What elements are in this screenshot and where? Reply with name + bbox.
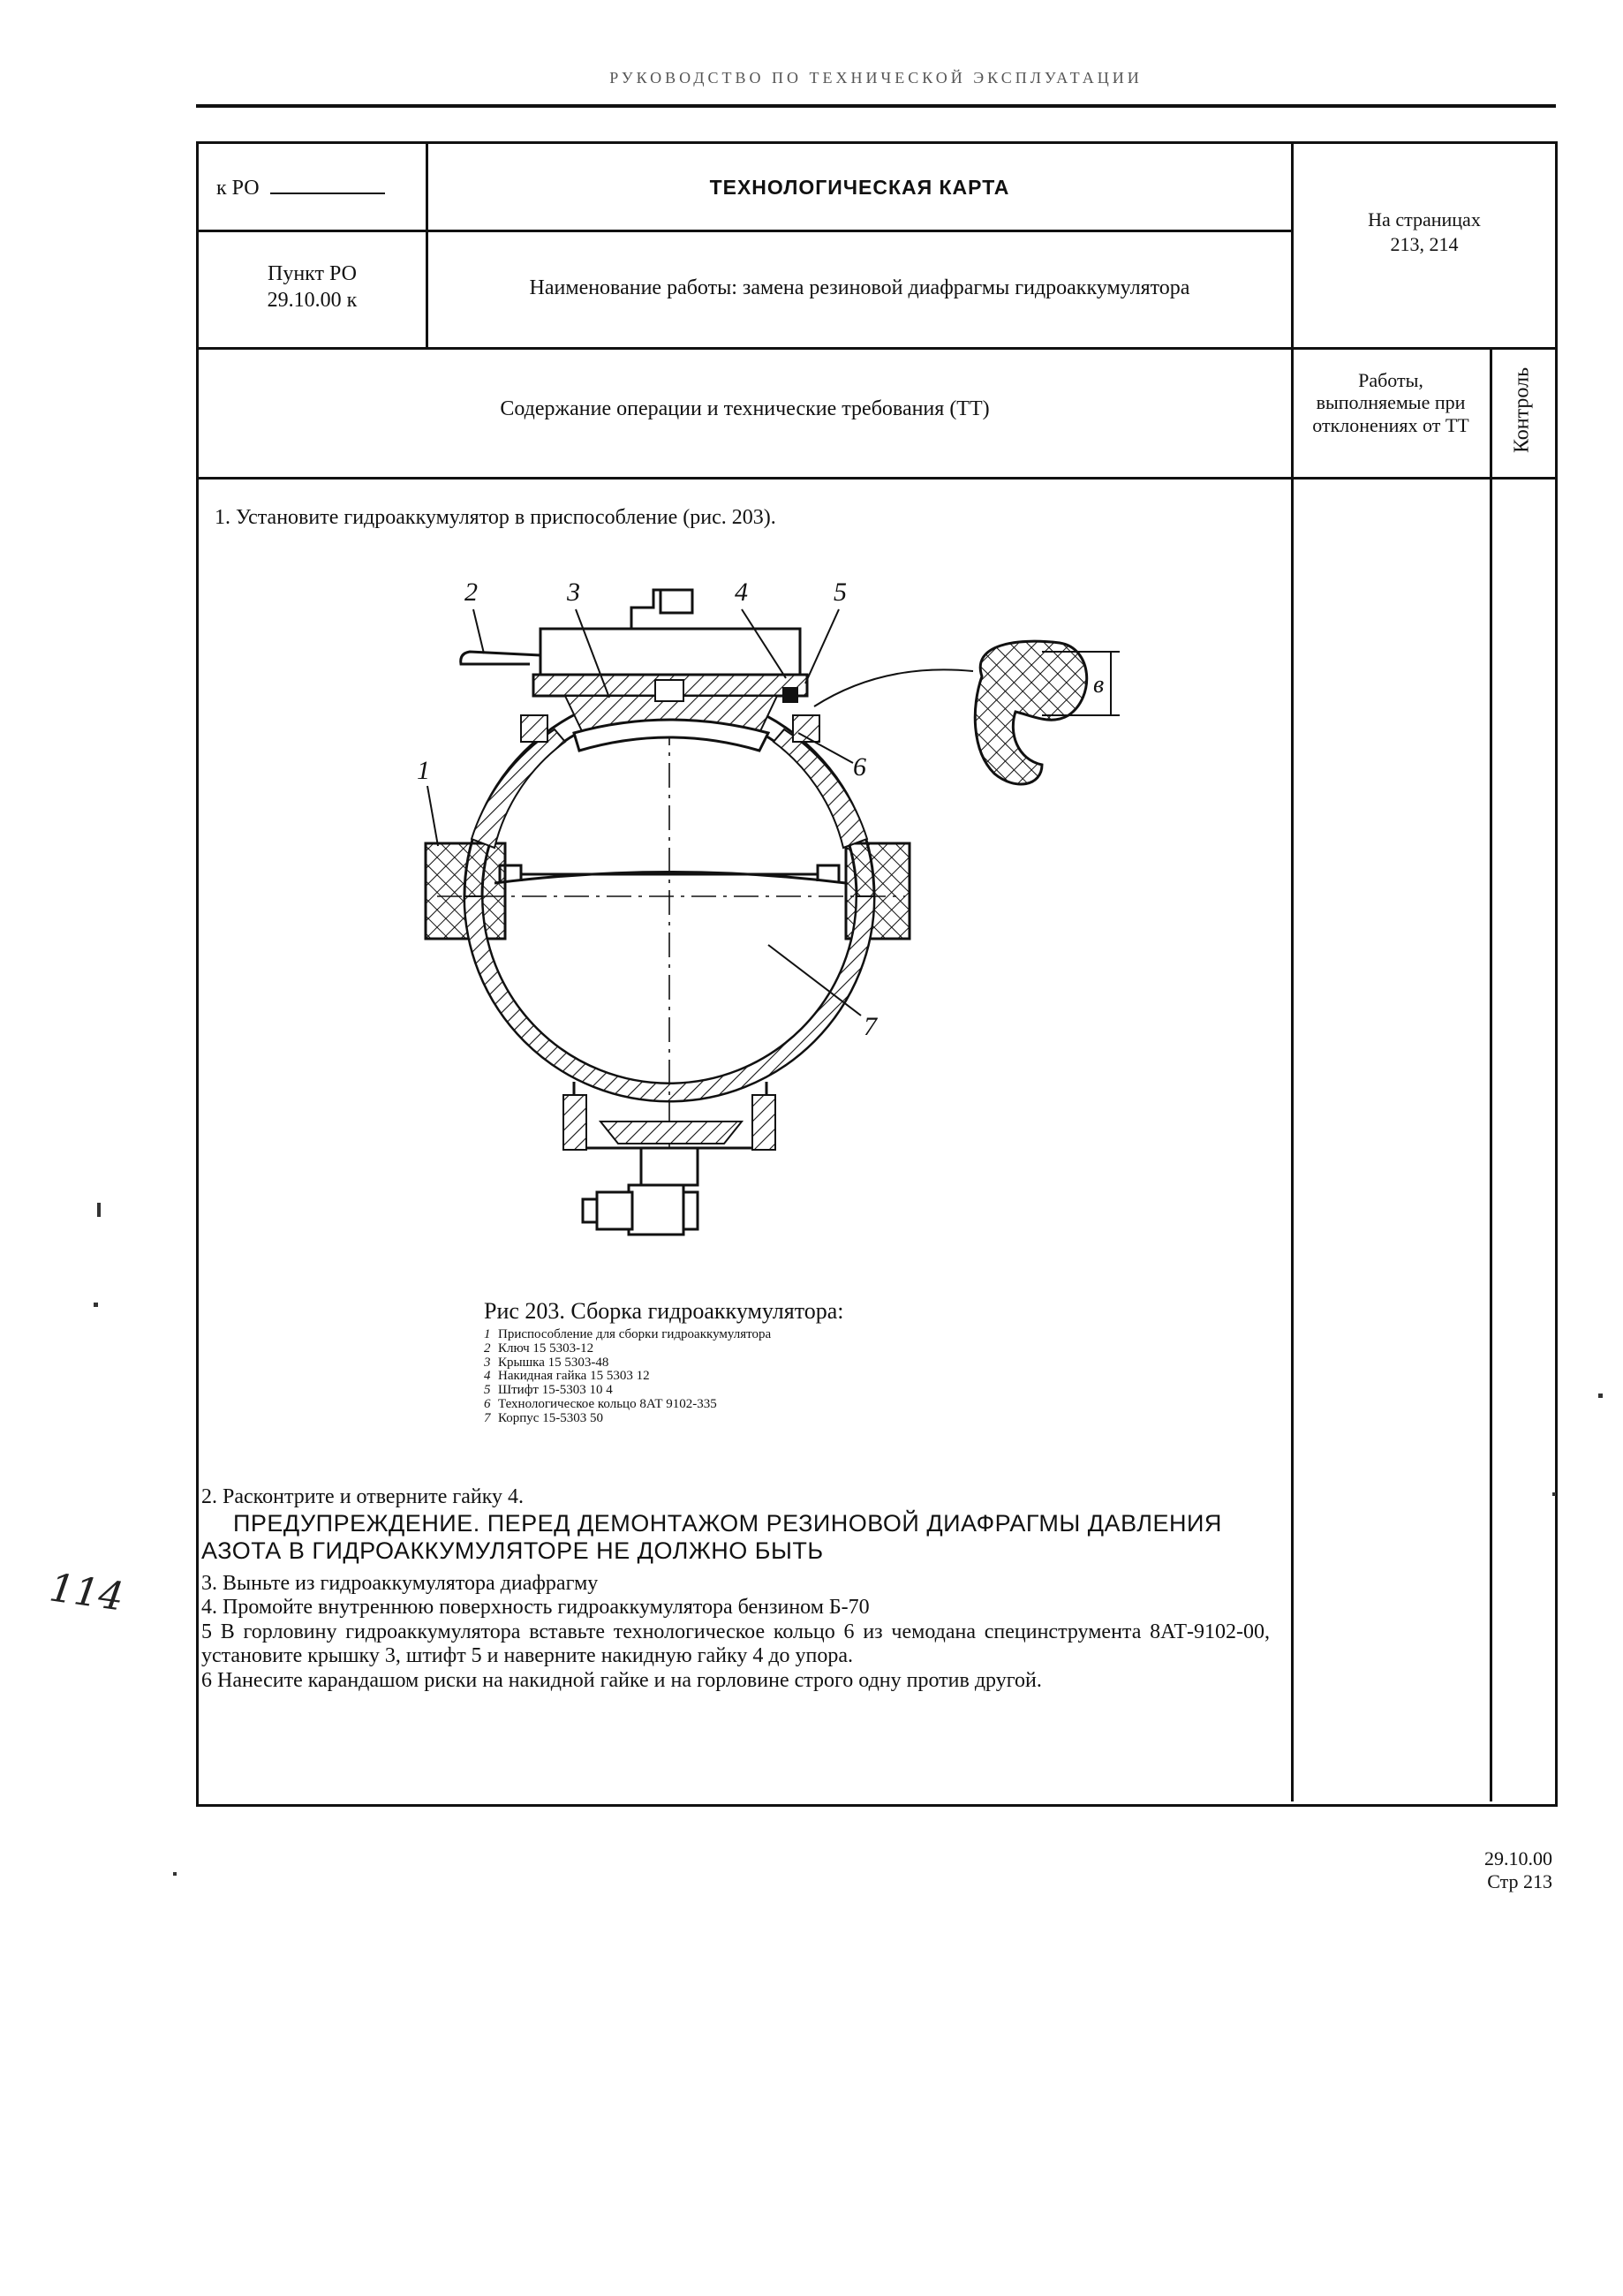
figure-caption: Рис 203. Сборка гидроаккумулятора:	[484, 1298, 844, 1324]
margin-handwritten-note: 114	[46, 1565, 127, 1620]
column-content-header: Содержание операции и технические требования (ТТ)	[500, 397, 990, 420]
callout-4: 4	[735, 578, 748, 607]
figure-caption-block	[484, 1298, 844, 1425]
running-head: РУКОВОДСТВО ПО ТЕХНИЧЕСКОЙ ЭКСПЛУАТАЦИИ	[609, 69, 1143, 87]
scan-speck	[1598, 1393, 1603, 1398]
item-value: 29.10.00 к	[267, 289, 358, 312]
on-pages-label: На страницах	[1368, 208, 1481, 230]
column-deviations-header: Работы, выполняемые при отклонениях от ТТ	[1312, 369, 1469, 436]
k-po-label: к РО	[216, 177, 260, 200]
legend-item: 6 Технологическое кольцо 8АТ 9102-335	[484, 1396, 717, 1411]
callout-5: 5	[834, 578, 847, 607]
work-name: Наименование работы: замена резиновой диафрагмы гидроаккумулятора	[529, 276, 1190, 299]
warning-text: ПРЕДУПРЕЖДЕНИЕ. ПЕРЕД ДЕМОНТАЖОМ РЕЗИНОВОЙ ДИАФРАГМЫ ДАВЛЕНИЯ АЗОТА В ГИДРОАККУМУЛЯТОРЕ НЕ ДОЛЖНО БЫТЬ	[201, 1509, 1222, 1564]
step-6: 6 Нанесите карандашом риски на накидной гайке и на горловине строго одну против другой.	[201, 1669, 1042, 1693]
column-control-header: Контроль	[1510, 366, 1534, 454]
callout-v: в	[1093, 671, 1105, 699]
legend-item: 5 Штифт 15-5303 10 4	[484, 1383, 613, 1397]
scan-speck	[97, 1203, 101, 1217]
footer-page: Стр 213	[1487, 1870, 1552, 1893]
scan-speck	[173, 1872, 177, 1876]
accumulator-neck-and-lid	[521, 590, 819, 751]
legend-item: 4 Накидная гайка 15 5303 12	[484, 1369, 650, 1384]
legend-item: 1 Приспособление для сборки гидроаккумулятора	[484, 1327, 772, 1341]
key-handle	[461, 652, 540, 664]
legend-item: 2 Ключ 15 5303-12	[484, 1341, 594, 1356]
card-title: ТЕХНОЛОГИЧЕСКАЯ КАРТА	[709, 176, 1010, 199]
figure-legend	[484, 1328, 844, 1425]
callout-6: 6	[853, 752, 866, 782]
callout-7: 7	[864, 1012, 877, 1041]
operation-steps	[201, 1485, 1270, 1694]
on-pages-value: 213, 214	[1390, 232, 1459, 255]
step-5: 5 В горловину гидроаккумулятора вставьте технологическое кольцо 6 из чемодана специнструмента 8АТ-9102-00, установите крышку 3, штифт 5 и наверните накидную гайку 4 до упора.	[201, 1620, 1270, 1668]
legend-item: 7 Корпус 15-5303 50	[484, 1410, 603, 1425]
step-2: 2. Расконтрите и отверните гайку 4.	[201, 1485, 525, 1508]
callout-1: 1	[417, 756, 430, 785]
legend-item: 3 Крышка 15 5303-48	[484, 1355, 609, 1370]
step-3: 3. Выньте из гидроаккумулятора диафрагму	[201, 1571, 599, 1595]
footer-code: 29.10.00	[1484, 1847, 1552, 1869]
step-4: 4. Промойте внутреннюю поверхность гидроаккумулятора бензином Б-70	[201, 1596, 870, 1620]
callout-2: 2	[464, 578, 478, 607]
scan-speck	[94, 1303, 98, 1307]
callout-3: 3	[567, 578, 580, 607]
scan-speck	[1552, 1492, 1556, 1496]
step-1: 1. Установите гидроаккумулятор в приспособление (рис. 203).	[215, 506, 776, 529]
page-footer	[1484, 1847, 1552, 1894]
item-label: Пункт РО	[268, 262, 357, 285]
